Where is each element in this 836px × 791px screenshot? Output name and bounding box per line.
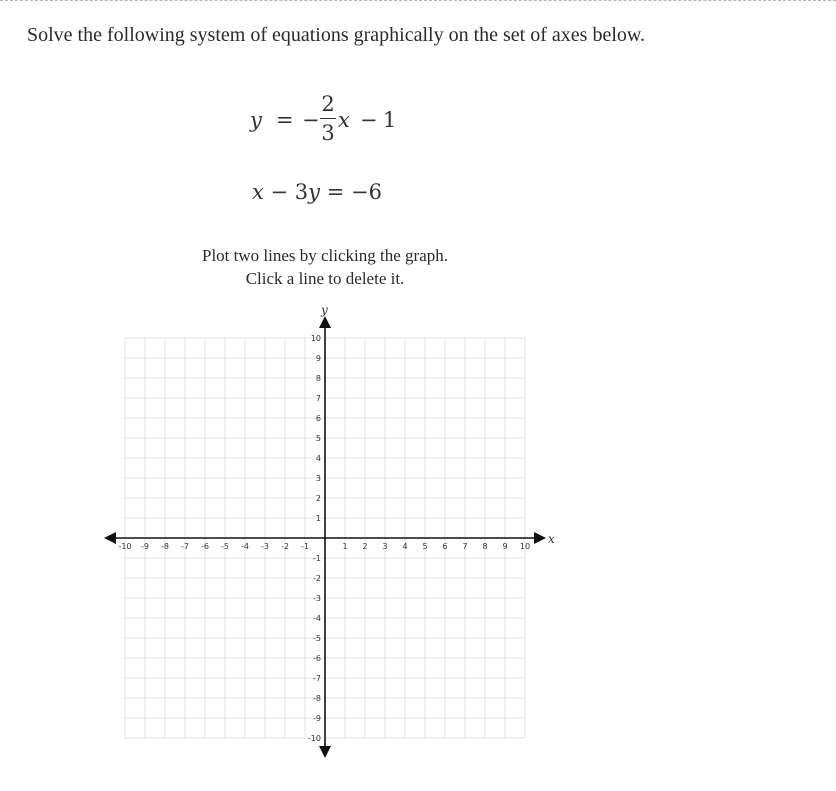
question-prompt: Solve the following system of equations graphically on the set of axes below. [27, 24, 646, 46]
eq1-sign: − [302, 108, 320, 132]
y-tick-label: -7 [313, 674, 321, 683]
eq1-denominator: 3 [321, 121, 335, 145]
y-tick-label: -4 [313, 614, 321, 623]
y-axis-label: y [321, 303, 328, 317]
eq2-y: y [308, 180, 321, 204]
x-tick-label: -10 [118, 542, 132, 551]
x-tick-label: 1 [342, 542, 348, 551]
x-tick-label: 9 [502, 542, 508, 551]
x-tick-label: 8 [482, 542, 488, 551]
y-tick-label: -6 [313, 654, 321, 663]
y-tick-label: -1 [313, 554, 321, 563]
y-tick-label: 3 [315, 474, 321, 483]
y-tick-label: -5 [313, 634, 321, 643]
x-tick-label: -6 [201, 542, 209, 551]
eq2-x: x [252, 180, 264, 204]
x-tick-label: 3 [382, 542, 388, 551]
y-tick-label: -9 [313, 714, 321, 723]
y-tick-label: 6 [315, 414, 321, 423]
y-tick-label: 1 [315, 514, 321, 523]
instruction-delete: Click a line to delete it. [245, 269, 405, 288]
x-axis-right-arrow-icon [534, 532, 546, 544]
x-tick-label: 2 [362, 542, 368, 551]
x-tick-label: 7 [462, 542, 468, 551]
y-axis-down-arrow-icon [319, 746, 331, 758]
eq1-constant: 1 [383, 108, 397, 132]
eq1-op: − [360, 108, 378, 132]
eq1-equals: = [276, 108, 294, 132]
y-tick-label: 8 [315, 374, 321, 383]
x-tick-label: -9 [141, 542, 149, 551]
instruction-plot: Plot two lines by clicking the graph. [202, 246, 448, 265]
y-tick-label: -2 [313, 574, 321, 583]
x-tick-label: -5 [221, 542, 229, 551]
x-tick-label: -2 [281, 542, 289, 551]
y-tick-label: -3 [313, 594, 321, 603]
x-tick-label: -1 [301, 542, 309, 551]
x-tick-label: -8 [161, 542, 169, 551]
x-tick-label: 4 [402, 542, 408, 551]
eq1-numerator: 2 [321, 92, 335, 116]
x-tick-label: 6 [442, 542, 448, 551]
y-tick-label: 9 [315, 354, 321, 363]
y-tick-label: 4 [315, 454, 321, 463]
y-tick-label: -8 [313, 694, 321, 703]
y-tick-label: -10 [307, 734, 321, 743]
eq1-lhs: y [250, 108, 262, 132]
x-tick-label: 5 [422, 542, 428, 551]
x-axis-left-arrow-icon [104, 532, 116, 544]
eq2-rhs: = −6 [320, 180, 382, 204]
y-tick-label: 5 [315, 434, 321, 443]
x-tick-label: 10 [519, 542, 531, 551]
y-tick-label: 10 [310, 334, 321, 343]
x-tick-label: -7 [181, 542, 189, 551]
x-tick-label: -4 [241, 542, 249, 551]
y-tick-label: 2 [315, 494, 321, 503]
y-axis-up-arrow-icon [319, 316, 331, 328]
y-tick-label: 7 [315, 394, 321, 403]
x-axis-label: x [548, 532, 555, 546]
eq2-mid: − 3 [263, 180, 309, 204]
eq1-variable: x [338, 108, 350, 132]
x-tick-label: -3 [261, 542, 269, 551]
